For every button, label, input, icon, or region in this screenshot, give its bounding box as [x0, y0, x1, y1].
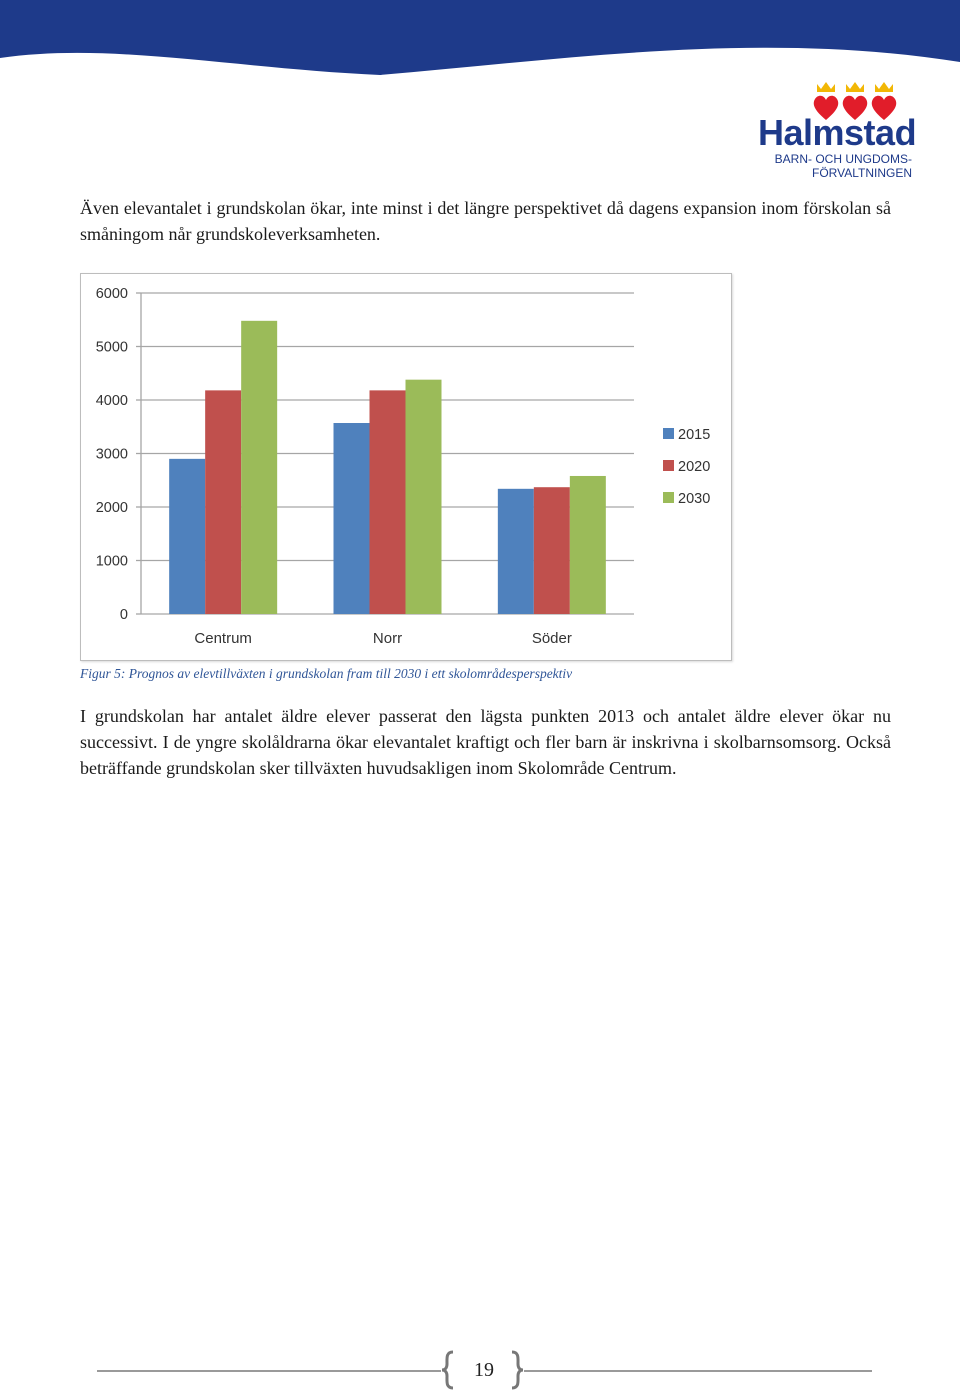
footer-line-right [524, 1370, 872, 1372]
left-brace-icon [441, 1350, 455, 1390]
halmstad-logo [756, 80, 924, 180]
x-category-label: Söder [531, 630, 572, 647]
bar-2020-söder [534, 487, 570, 614]
x-category-label: Norr [372, 630, 403, 647]
right-brace-icon [510, 1350, 524, 1390]
footer-line-left [97, 1370, 441, 1372]
intro-paragraph: Även elevantalet i grundskolan ökar, inte minst i det längre perspektivet då dagens expansion inom förskolan så småningom når grundskoleverksamheten. [80, 198, 891, 244]
bar-2015-norr [334, 423, 370, 614]
y-tick-label: 5000 [95, 339, 128, 356]
page-number: 19 [474, 1359, 494, 1381]
header-banner [0, 0, 960, 80]
chart-canvas [81, 274, 731, 660]
y-tick-label: 3000 [95, 446, 128, 463]
bar-chart [80, 273, 732, 661]
logo-name: Halmstad [758, 112, 917, 153]
x-category-label: Centrum [194, 630, 252, 647]
bar-2020-centrum [205, 390, 241, 614]
legend-swatch [663, 460, 674, 471]
y-tick-label: 0 [119, 607, 128, 623]
y-tick-label: 1000 [95, 553, 128, 570]
logo-subtitle-line2: FÖRVALTNINGEN [811, 166, 912, 180]
y-tick-label: 2000 [95, 500, 128, 516]
legend-swatch [663, 428, 674, 439]
bar-2015-söder [498, 489, 534, 614]
bar-2030-norr [406, 380, 442, 614]
body-paragraph: I grundskolan har antalet äldre elever passerat den lägsta punkten 2013 och antalet äldre elever ökar nu successivt. I de yngre skolåldrarna ökar elevantalet kraftigt och fler barn är inskrivna i skolbarnsomsorg. Också beträffande grundskolan sker tillväxten huvudsakligen inom Skolområde Centrum. [80, 706, 891, 778]
legend-label: 2015 [678, 427, 711, 443]
y-tick-label: 4000 [95, 393, 128, 409]
bar-2030-centrum [241, 321, 277, 614]
bar-2030-söder [570, 476, 606, 614]
legend-label: 2030 [678, 491, 711, 507]
legend-label: 2020 [678, 459, 711, 475]
bar-2015-centrum [169, 459, 205, 614]
legend-swatch [663, 492, 674, 503]
bar-2020-norr [370, 390, 406, 614]
y-tick-label: 6000 [95, 286, 128, 302]
logo-subtitle-line1: BARN- OCH UNGDOMS- [774, 152, 912, 166]
figure-caption: Figur 5: Prognos av elevtillväxten i grundskolan fram till 2030 i ett skolområdesperspektiv [80, 666, 573, 681]
